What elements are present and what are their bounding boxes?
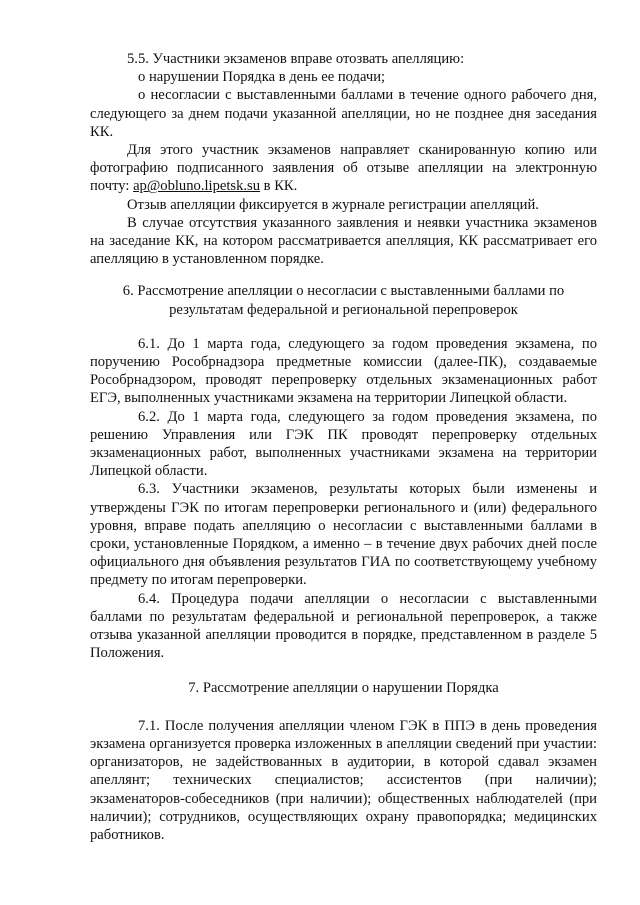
withdrawal-method-text: Для этого участник экзаменов направляет сканированную копию или фотографию подписанного заявления об отзыве апелляции на электронную почту:: [90, 142, 597, 195]
paragraph-5-5: 5.5. Участники экзаменов вправе отозвать апелляцию:: [127, 51, 465, 67]
email-link[interactable]: ap@obluno.lipetsk.su: [133, 178, 261, 195]
paragraph-withdrawal-method: [90, 141, 597, 196]
document-body: [90, 50, 597, 844]
paragraph-6-2: 6.2. До 1 марта года, следующего за годом проведения экзамена, по решению Управления или ГЭК ПК проводят перепроверку отдельных экзаменационных работ, выполненных участниками экзамена на территории Липецкой области.: [90, 408, 597, 480]
paragraph-6-3: 6.3. Участники экзаменов, результаты которых были изменены и утверждены ГЭК по итогам перепроверки регионального и (или) федерального уровня, вправе подать апелляцию о несогласии с выставленными баллами в сроки, установленные Порядком, а именно – в течение двух рабочих дней после официального дня объявления результатов ГИА по соответствующему учебному предмету по итогам перепроверки.: [90, 481, 597, 589]
paragraph-6-4: 6.4. Процедура подачи апелляции о несогласии с выставленными баллами по результатам федеральной и региональной перепроверок, а также отзыва указанной апелляции проводится в порядке, представленном в разделе 5 Положения.: [90, 590, 597, 662]
section-6-title: 6. Рассмотрение апелляции о несогласии с выставленными баллами по результатам федеральной и региональной перепроверок: [122, 283, 565, 318]
list-item-disagreement: о несогласии с выставленными баллами в течение одного рабочего дня, следующего за днем подачи указанной апелляции, но не позднее дня заседания КК.: [90, 87, 597, 140]
paragraph-registry: Отзыв апелляции фиксируется в журнале регистрации апелляций.: [127, 196, 539, 213]
paragraph-6-1: 6.1. До 1 марта года, следующего за годом проведения экзамена, по поручению Рособрнадзора предметные комиссии (далее-ПК), создаваемые Рособрнадзором, проводят перепроверку отдельных экзаменационных работ ЕГЭ, выполненных участниками экзамена на территории Липецкой области.: [90, 335, 597, 407]
list-item-violation: о нарушении Порядка в день ее подачи;: [138, 69, 386, 86]
paragraph-absence: В случае отсутствия указанного заявления и неявки участника экзаменов на заседание КК, на котором рассматривается апелляция, КК рассматривает его апелляцию в установленном порядке.: [90, 214, 597, 268]
withdrawal-method-suffix: в КК.: [260, 178, 298, 195]
section-7-title: 7. Рассмотрение апелляции о нарушении Порядка: [188, 679, 499, 696]
paragraph-7-1: 7.1. После получения апелляции членом ГЭК в ППЭ в день проведения экзамена организуется проверка изложенных в апелляции сведений при участии: организаторов, не задействованных в аудитории, в которой сдавал экзамен апеллянт; технических специалистов; ассистентов (при наличии); экзаменаторов-собеседников (при наличии); общественных наблюдателей (при наличии); сотрудников, осуществляющих охрану правопорядка; медицинских работников.: [90, 717, 597, 843]
